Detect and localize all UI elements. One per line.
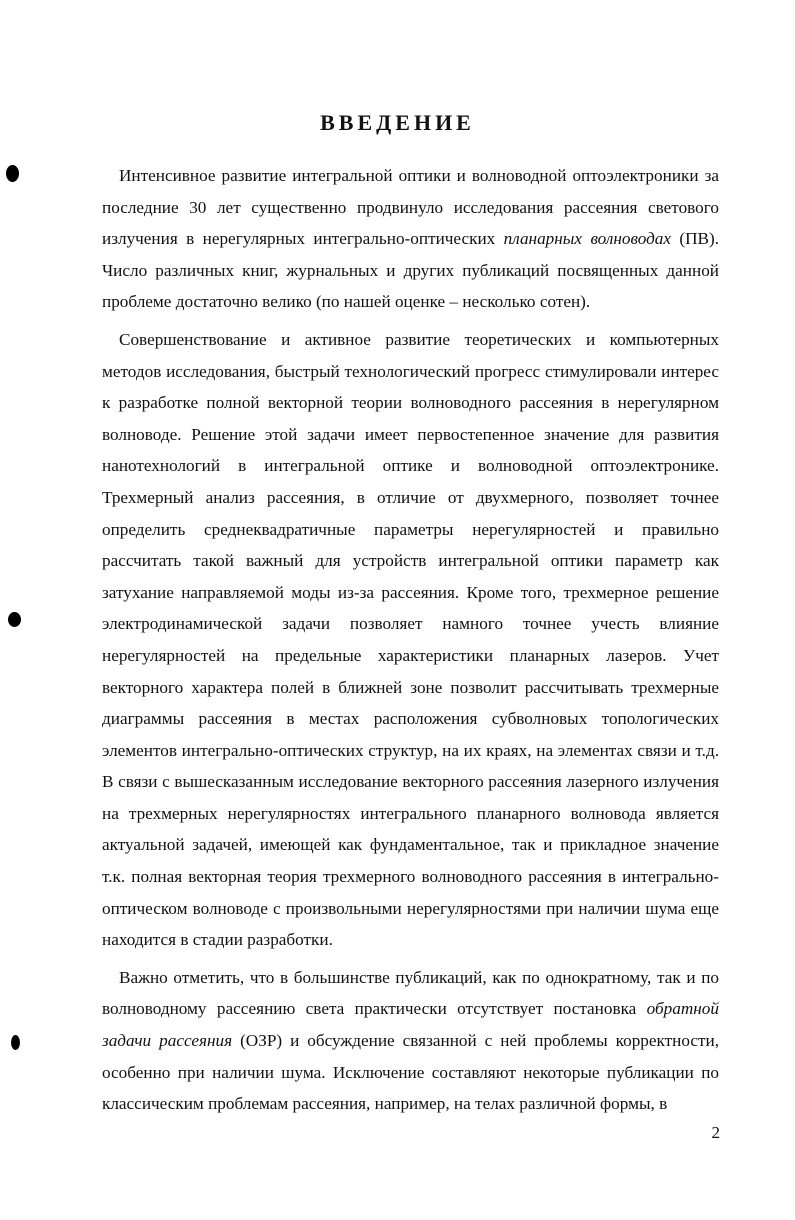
- paragraph-3-text-end: (ОЗР) и обсуждение связанной с ней проблемы корректности, особенно при наличии шума. Исключение составляют некоторые публикации по классическим проблемам рассеяния, например, на телах различной формы, в: [102, 1031, 719, 1114]
- scan-hole-mark-middle: [8, 612, 21, 627]
- page-title: ВВЕДЕНИЕ: [320, 109, 475, 135]
- paragraph-2-text: Совершенствование и активное развитие теоретических и компьютерных методов исследования, быстрый технологический прогресс стимулировали интерес к разработке полной векторной теории волноводного рассеяния в нерегулярном волноводе. Решение этой задачи имеет первостепенное значение для развития нанотехнологий в интегральной оптике и волноводной оптоэлектронике. Трехмерный анализ рассеяния, в отличие от двухмерного, позволяет точнее определить среднеквадратичные параметры нерегулярностей и правильно рассчитать такой важный для устройств интегральной оптики параметр как затухание направляемой моды из-за рассеяния. Кроме того, трехмерное решение электродинамической задачи позволяет намного точнее учесть влияние нерегулярностей на предельные характеристики планарных лазеров. Учет векторного характера полей в ближней зоне позволит рассчитывать трехмерные диаграммы рассеяния в местах расположения субволновых топологических элементов интегрально-оптических структур, на их краях, на элементах связи и т.д. В связи с вышесказанным исследование векторного рассеяния лазерного излучения на трехмерных нерегулярностях интегрального планарного волновода является актуальной задачей, имеющей как фундаментальное, так и прикладное значение т.к. полная векторная теория трехмерного волноводного рассеяния в интегрально-оптическом волноводе с произвольными нерегулярностями при наличии шума еще находится в стадии разработки.: [102, 329, 719, 950]
- paragraph-3-italic-term: обратной задачи рассеяния: [102, 999, 719, 1051]
- paragraph-3: [102, 962, 719, 1120]
- paragraph-1: [102, 160, 719, 318]
- paragraph-3-text: Важно отметить, что в большинстве публикаций, как по однократному, так и по волноводному рассеянию света практически отсутствует постановка: [102, 967, 719, 1019]
- paragraph-1-italic-term: планарных волноводах: [503, 229, 671, 249]
- paragraph-2: [102, 324, 719, 956]
- page-number: 2: [711, 1123, 720, 1142]
- scan-hole-mark-bottom: [11, 1035, 20, 1050]
- body-text: [102, 160, 719, 1120]
- paragraph-1-text: Интенсивное развитие интегральной оптики и волноводной оптоэлектроники за последние 30 лет существенно продвинуло исследования рассеяния светового излучения в нерегулярных интегрально-оптических: [102, 166, 719, 249]
- paragraph-1-text-end: (ПВ). Число различных книг, журнальных и других публикаций посвященных данной проблеме достаточно велико (по нашей оценке – несколько сотен).: [102, 229, 720, 312]
- scan-hole-mark-top: [6, 165, 19, 182]
